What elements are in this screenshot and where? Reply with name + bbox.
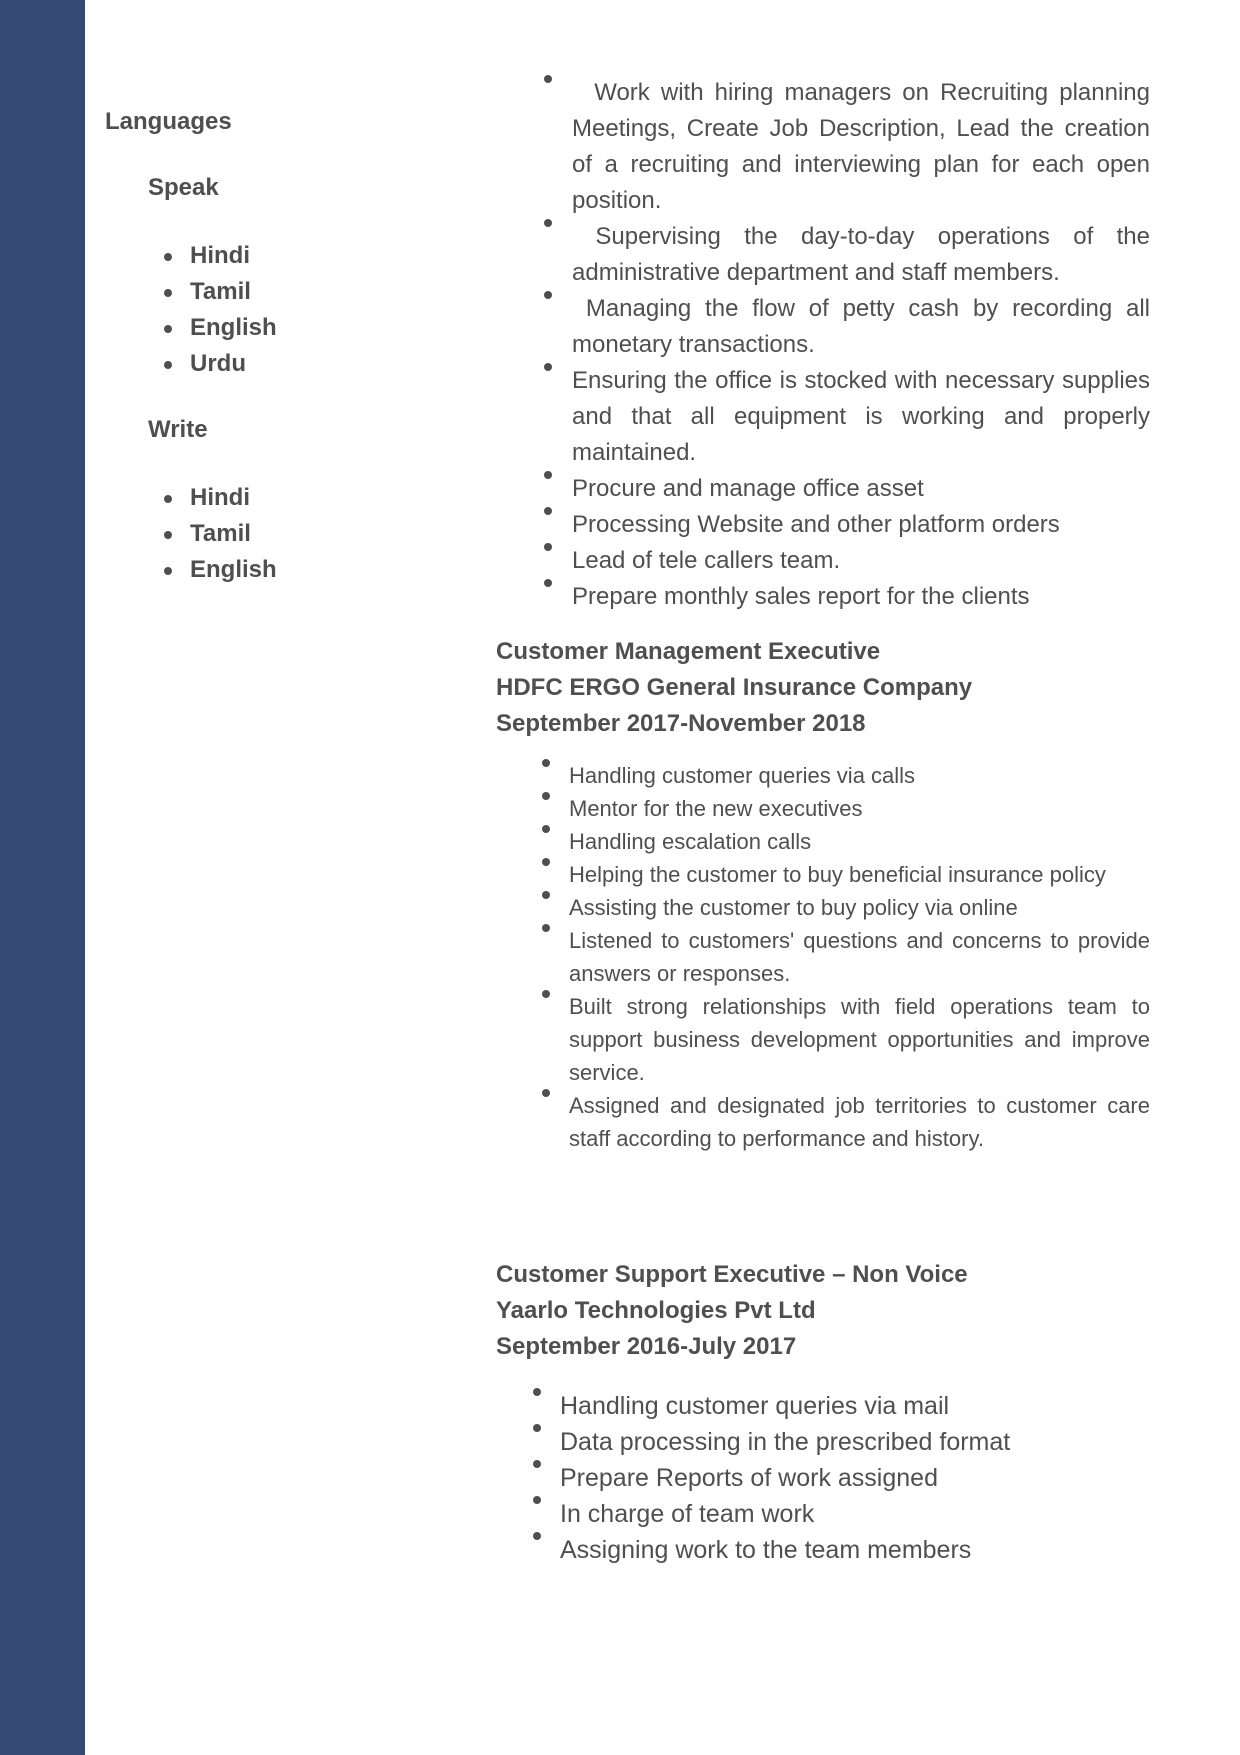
previous-job-duties: [496, 75, 1150, 615]
list-item: Mentor for the new executives: [496, 792, 1150, 825]
list-item: Work with hiring managers on Recruiting planning Meetings, Create Job Description, Lead the creation of a recruiting and interviewing plan for each open position.: [496, 75, 1150, 219]
write-heading: Write: [148, 416, 208, 443]
speak-list: [105, 238, 465, 382]
company-name: HDFC ERGO General Insurance Company: [496, 674, 973, 701]
list-item: Handling customer queries via mail: [496, 1388, 1150, 1424]
list-item: Tamil: [162, 516, 465, 552]
list-item: Lead of tele callers team.: [496, 543, 1150, 579]
sidebar-color-band: [0, 0, 85, 1755]
list-item: Prepare monthly sales report for the clients: [496, 579, 1150, 615]
write-list: [105, 480, 465, 588]
list-item: Processing Website and other platform orders: [496, 507, 1150, 543]
list-item: Ensuring the office is stocked with necessary supplies and that all equipment is working and properly maintained.: [496, 363, 1150, 471]
job-duties-yaarlo: [496, 1388, 1150, 1568]
list-item: Handling escalation calls: [496, 825, 1150, 858]
company-name: Yaarlo Technologies Pvt Ltd: [496, 1297, 816, 1324]
list-item: Assisting the customer to buy policy via online: [496, 891, 1150, 924]
languages-section: [105, 108, 465, 588]
list-item: Managing the flow of petty cash by recording all monetary transactions.: [496, 291, 1150, 363]
list-item: Prepare Reports of work assigned: [496, 1460, 1150, 1496]
list-item: Helping the customer to buy beneficial insurance policy: [496, 858, 1150, 891]
list-item: Hindi: [162, 238, 465, 274]
list-item: Assigning work to the team members: [496, 1532, 1150, 1568]
job-period: September 2017-November 2018: [496, 710, 866, 737]
list-item: Supervising the day-to-day operations of the administrative department and staff members.: [496, 219, 1150, 291]
job-header-hdfc: [496, 634, 1156, 742]
job-period: September 2016-July 2017: [496, 1333, 797, 1360]
speak-heading: Speak: [148, 174, 219, 201]
list-item: Assigned and designated job territories to customer care staff according to performance and history.: [496, 1089, 1150, 1155]
list-item: Urdu: [162, 346, 465, 382]
list-item: Data processing in the prescribed format: [496, 1424, 1150, 1460]
languages-heading: Languages: [105, 108, 232, 135]
list-item: In charge of team work: [496, 1496, 1150, 1532]
list-item: Hindi: [162, 480, 465, 516]
list-item: Handling customer queries via calls: [496, 759, 1150, 792]
job-title: Customer Support Executive – Non Voice: [496, 1261, 968, 1288]
list-item: English: [162, 552, 465, 588]
job-duties-hdfc: [496, 759, 1150, 1155]
list-item: Built strong relationships with field operations team to support business development opportunities and improve service.: [496, 990, 1150, 1089]
list-item: Procure and manage office asset: [496, 471, 1150, 507]
list-item: English: [162, 310, 465, 346]
job-title: Customer Management Executive: [496, 638, 881, 665]
list-item: Tamil: [162, 274, 465, 310]
job-header-yaarlo: [496, 1257, 1156, 1365]
list-item: Listened to customers' questions and concerns to provide answers or responses.: [496, 924, 1150, 990]
